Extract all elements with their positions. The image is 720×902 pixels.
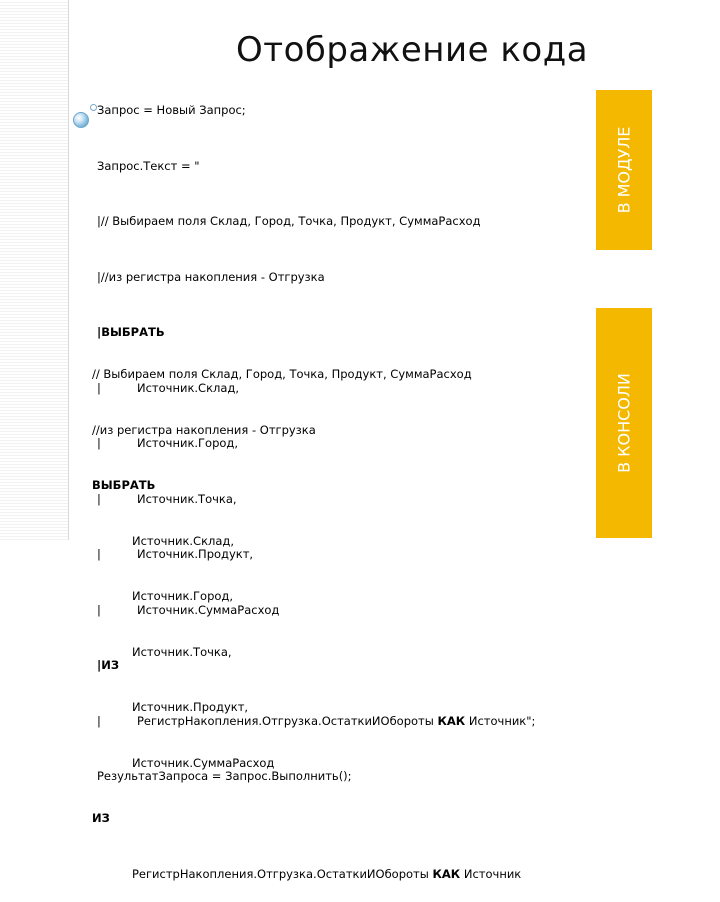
code-pipe: | [97,602,101,617]
code-text: Источник.СуммаРасход [132,755,275,770]
code-line: ВЫБРАТЬ [92,478,156,492]
code-line: |ИЗ [97,658,119,672]
code-text: Источник.СуммаРасход [137,602,280,617]
code-keyword: КАК [432,866,461,881]
code-line [92,865,521,884]
code-line: ИЗ [92,811,110,825]
code-text: РегистрНакопления.Отгрузка.ОстаткиИОбороты [132,866,433,881]
code-line [92,643,521,662]
code-pipe: | [97,547,101,561]
code-line [92,754,521,773]
console-panel [596,308,652,538]
small-circle-icon [90,104,97,111]
module-label: В МОДУЛЕ [614,126,634,214]
code-text: Источник.Склад, [132,533,235,548]
code-text: Источник.Город, [132,589,234,603]
code-line: //из регистра накопления - Отгрузка [92,422,316,437]
module-panel [596,90,652,250]
code-line: // Выбираем поля Склад, Город, Точка, Продукт, СуммаРасход [92,367,472,381]
code-line [92,532,521,551]
code-line [92,698,521,717]
code-text: Источник.Продукт, [132,700,249,714]
code-text: Источник.Точка, [132,644,232,659]
console-code-block [92,328,521,902]
code-line: Запрос.Текст = " [97,158,200,173]
code-text: Источник"; [465,713,536,728]
slide-title: Отображение кода [236,30,589,70]
code-pipe: | [97,380,101,395]
code-text: Источник.Склад, [137,380,240,395]
code-pipe: | [97,436,101,450]
code-text: РегистрНакопления.Отгрузка.ОстаткиИОбороты [137,713,438,728]
code-pipe: | [97,713,101,728]
code-line: Запрос = Новый Запрос; [97,103,246,117]
code-line: |// Выбираем поля Склад, Город, Точка, Продукт, СуммаРасход [97,214,481,228]
code-line: |ВЫБРАТЬ [97,325,165,339]
code-keyword: КАК [437,713,466,728]
left-divider [68,0,69,540]
code-text: Источник [460,866,522,881]
code-line: |//из регистра накопления - Отгрузка [97,269,325,284]
code-text: Источник.Точка, [137,491,237,506]
console-label: В КОНСОЛИ [614,373,634,473]
decorative-stripe [0,0,68,540]
code-pipe: | [97,491,101,506]
code-line: РезультатЗапроса = Запрос.Выполнить(); [97,769,352,783]
code-text: Источник.Продукт, [137,547,254,561]
code-text: Источник.Город, [137,436,239,450]
bullet-circle-icon [73,112,89,128]
code-line [92,587,521,606]
